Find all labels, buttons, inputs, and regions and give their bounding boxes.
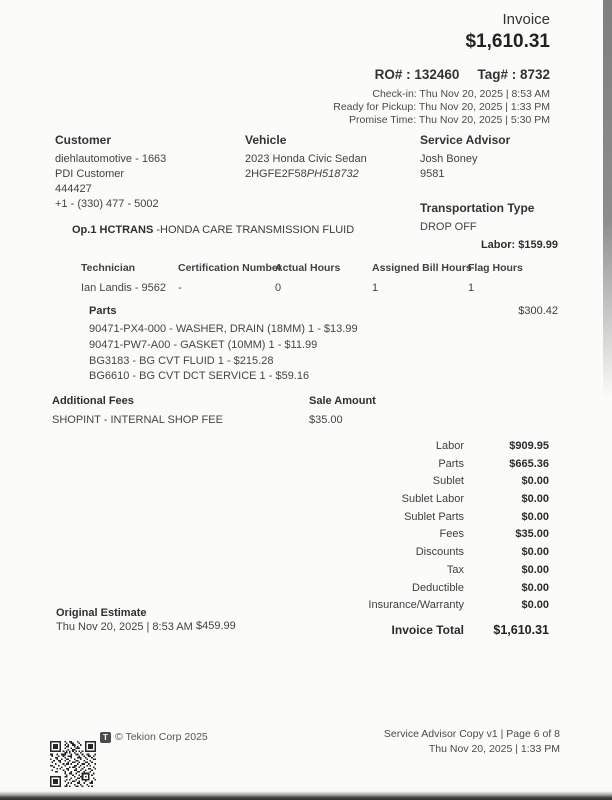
service-advisor-id: 9581 xyxy=(420,168,445,180)
part-line-item: 90471-PX4-000 - WASHER, DRAIN (18MM) 1 - $13.99 xyxy=(89,323,358,335)
scan-edge-right xyxy=(603,0,612,398)
part-line-item: 90471-PW7-A00 - GASKET (10MM) 1 - $11.99 xyxy=(89,338,318,351)
printed-timestamp: Thu Nov 20, 2025 | 1:33 PM xyxy=(428,743,560,755)
parts-label: Parts xyxy=(89,305,117,317)
invoice-total-row: Invoice Total $1,610.31 xyxy=(391,622,549,637)
original-estimate-section xyxy=(56,607,193,634)
service-advisor-section xyxy=(420,133,534,235)
ro-number: RO# : 132460 xyxy=(374,67,460,82)
total-row-fees: Fees $35.00 xyxy=(439,528,549,541)
vehicle-model: 2023 Honda Civic Sedan xyxy=(245,153,367,165)
part-line-item: BG3183 - BG CVT FLUID 1 - $215.28 xyxy=(89,354,274,367)
parts-total: $300.42 xyxy=(518,305,558,317)
sale-amount-header: Sale Amount xyxy=(309,395,376,407)
copy-version-page: Service Advisor Copy v1 | Page 6 of 8 xyxy=(383,728,560,740)
flag-hours-cell: 1 xyxy=(468,282,475,294)
header-dates xyxy=(333,88,550,126)
qr-code xyxy=(50,741,96,787)
footer-page-info xyxy=(384,727,560,757)
technician-name-cell: Ian Landis - 9562 xyxy=(81,282,167,294)
transportation-type-value: DROP OFF xyxy=(420,221,477,233)
total-row-discounts: Discounts $0.00 xyxy=(415,546,549,559)
vehicle-vin: 2HGFE2F58PH518732 xyxy=(245,168,359,180)
totals-summary xyxy=(368,440,549,643)
transportation-type-label: Transportation Type xyxy=(420,201,535,215)
tekion-logo-icon: T xyxy=(100,732,111,743)
invoice-title: Invoice xyxy=(502,11,550,28)
total-row-parts: Parts $665.36 xyxy=(438,457,549,470)
original-estimate-date: Thu Nov 20, 2025 | 8:53 AM xyxy=(56,620,193,633)
invoice-header xyxy=(333,11,550,126)
column-header-actual-hours: Actual Hours xyxy=(275,262,341,274)
customer-id: 444427 xyxy=(55,183,92,195)
total-row-insurance-warranty: Insurance/Warranty $0.00 xyxy=(368,599,549,612)
total-row-sublet-parts: Sublet Parts $0.00 xyxy=(404,510,549,523)
customer-phone: +1 - (330) 477 - 5002 xyxy=(55,198,159,210)
certification-number-cell: - xyxy=(178,282,182,294)
customer-name: diehlautomotive - 1663 xyxy=(55,153,167,165)
column-header-certification-number: Certification Number xyxy=(178,262,282,274)
total-row-sublet: Sublet $0.00 xyxy=(432,475,549,488)
ro-tag-line xyxy=(333,66,550,83)
additional-fees-label: Additional Fees xyxy=(52,395,134,407)
customer-label: Customer xyxy=(55,133,112,147)
total-row-deductible: Deductible $0.00 xyxy=(412,581,549,594)
service-advisor-label: Service Advisor xyxy=(420,133,511,147)
operation-labor-amount: Labor: $159.99 xyxy=(480,239,558,251)
vehicle-section xyxy=(245,133,367,182)
original-estimate-label: Original Estimate xyxy=(56,607,147,619)
invoice-amount: $1,610.31 xyxy=(465,31,550,52)
promise-time: Promise Time: Thu Nov 20, 2025 | 5:30 PM xyxy=(349,113,550,126)
fee-name-cell: SHOPINT - INTERNAL SHOP FEE xyxy=(52,414,223,426)
operation-description: -HONDA CARE TRANSMISSION FLUID xyxy=(153,224,355,236)
column-header-technician: Technician xyxy=(81,262,136,274)
total-row-labor: Labor $909.95 xyxy=(435,440,549,452)
column-header-flag-hours: Flag Hours xyxy=(468,262,523,274)
customer-type: PDI Customer xyxy=(55,168,125,180)
parts-list xyxy=(89,322,358,385)
column-header-assigned-bill-hours: Assigned Bill Hours xyxy=(372,262,472,274)
operation-code: Op.1 HCTRANS xyxy=(72,224,154,236)
original-estimate-amount: $459.99 xyxy=(196,620,236,632)
scan-edge-bottom xyxy=(0,791,612,800)
copyright-text: © Tekion Corp 2025 xyxy=(115,731,208,743)
total-row-tax: Tax $0.00 xyxy=(446,563,549,576)
part-line-item: BG6610 - BG CVT DCT SERVICE 1 - $59.16 xyxy=(89,370,310,383)
customer-section xyxy=(55,133,166,212)
ready-for-pickup-time: Ready for Pickup: Thu Nov 20, 2025 | 1:33 PM xyxy=(333,100,550,113)
footer-brand xyxy=(100,731,208,743)
fee-amount-cell: $35.00 xyxy=(309,414,343,426)
assigned-bill-hours-cell: 1 xyxy=(372,282,379,294)
service-advisor-name: Josh Boney xyxy=(420,153,478,165)
tag-number: Tag# : 8732 xyxy=(477,67,550,82)
check-in-time: Check-in: Thu Nov 20, 2025 | 8:53 AM xyxy=(372,88,550,100)
total-row-sublet-labor: Sublet Labor $0.00 xyxy=(401,493,549,506)
vehicle-label: Vehicle xyxy=(245,133,287,147)
actual-hours-cell: 0 xyxy=(275,282,282,294)
operation-title xyxy=(72,224,354,236)
